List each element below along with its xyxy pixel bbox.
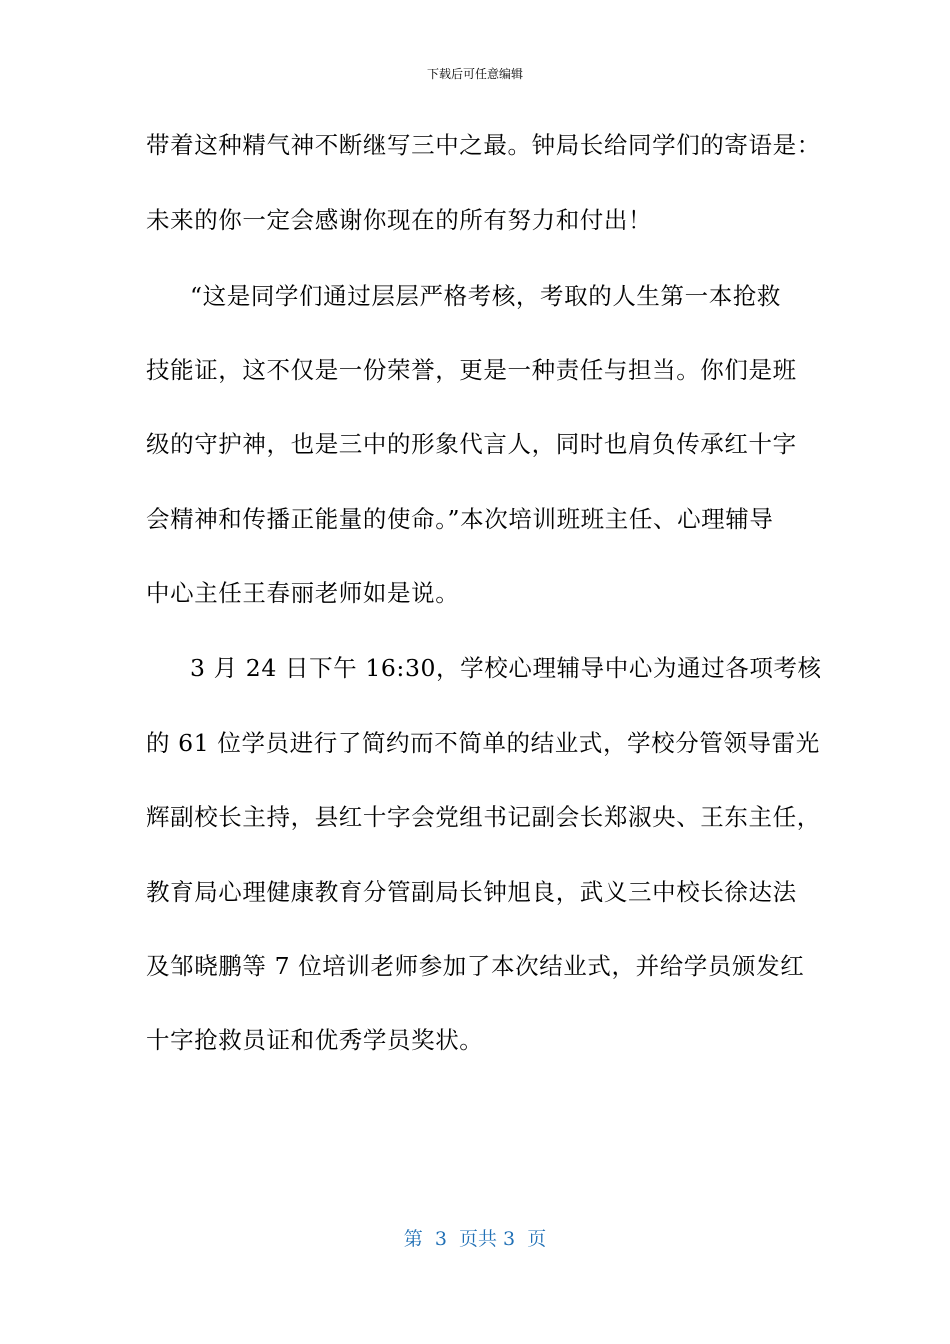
body-line: 辉副校长主持，县红十字会党组书记副会长郑淑央、王东主任， (146, 803, 821, 831)
body-line: 技能证，这不仅是一份荣誉，更是一种责任与担当。你们是班 (146, 356, 797, 384)
page-number-footer: 第 3 页共 3 页 (403, 1228, 547, 1250)
body-line: “这是同学们通过层层严格考核，考取的人生第一本抢救 (190, 282, 782, 310)
body-line: 的 61 位学员进行了简约而不简单的结业式，学校分管领导雷光 (146, 729, 820, 757)
body-line: 教育局心理健康教育分管副局长钟旭良，武义三中校长徐达法 (146, 878, 797, 906)
body-line: 十字抢救员证和优秀学员奖状。 (146, 1026, 484, 1054)
body-line: 会精神和传播正能量的使命。”本次培训班班主任、心理辅导 (146, 505, 774, 533)
body-line: 中心主任王春丽老师如是说。 (146, 579, 460, 607)
page-header: 下载后可任意编辑 (426, 67, 523, 81)
body-line: 带着这种精气神不断继写三中之最。钟局长给同学们的寄语是： (146, 131, 821, 159)
body-line: 级的守护神，也是三中的形象代言人，同时也肩负传承红十字 (146, 430, 797, 458)
body-line: 未来的你一定会感谢你现在的所有努力和付出！ (146, 206, 653, 234)
body-line: 3 月 24 日下午 16:30，学校心理辅导中心为通过各项考核 (190, 654, 822, 682)
body-line: 及邹晓鹏等 7 位培训老师参加了本次结业式，并给学员颁发红 (146, 952, 805, 980)
